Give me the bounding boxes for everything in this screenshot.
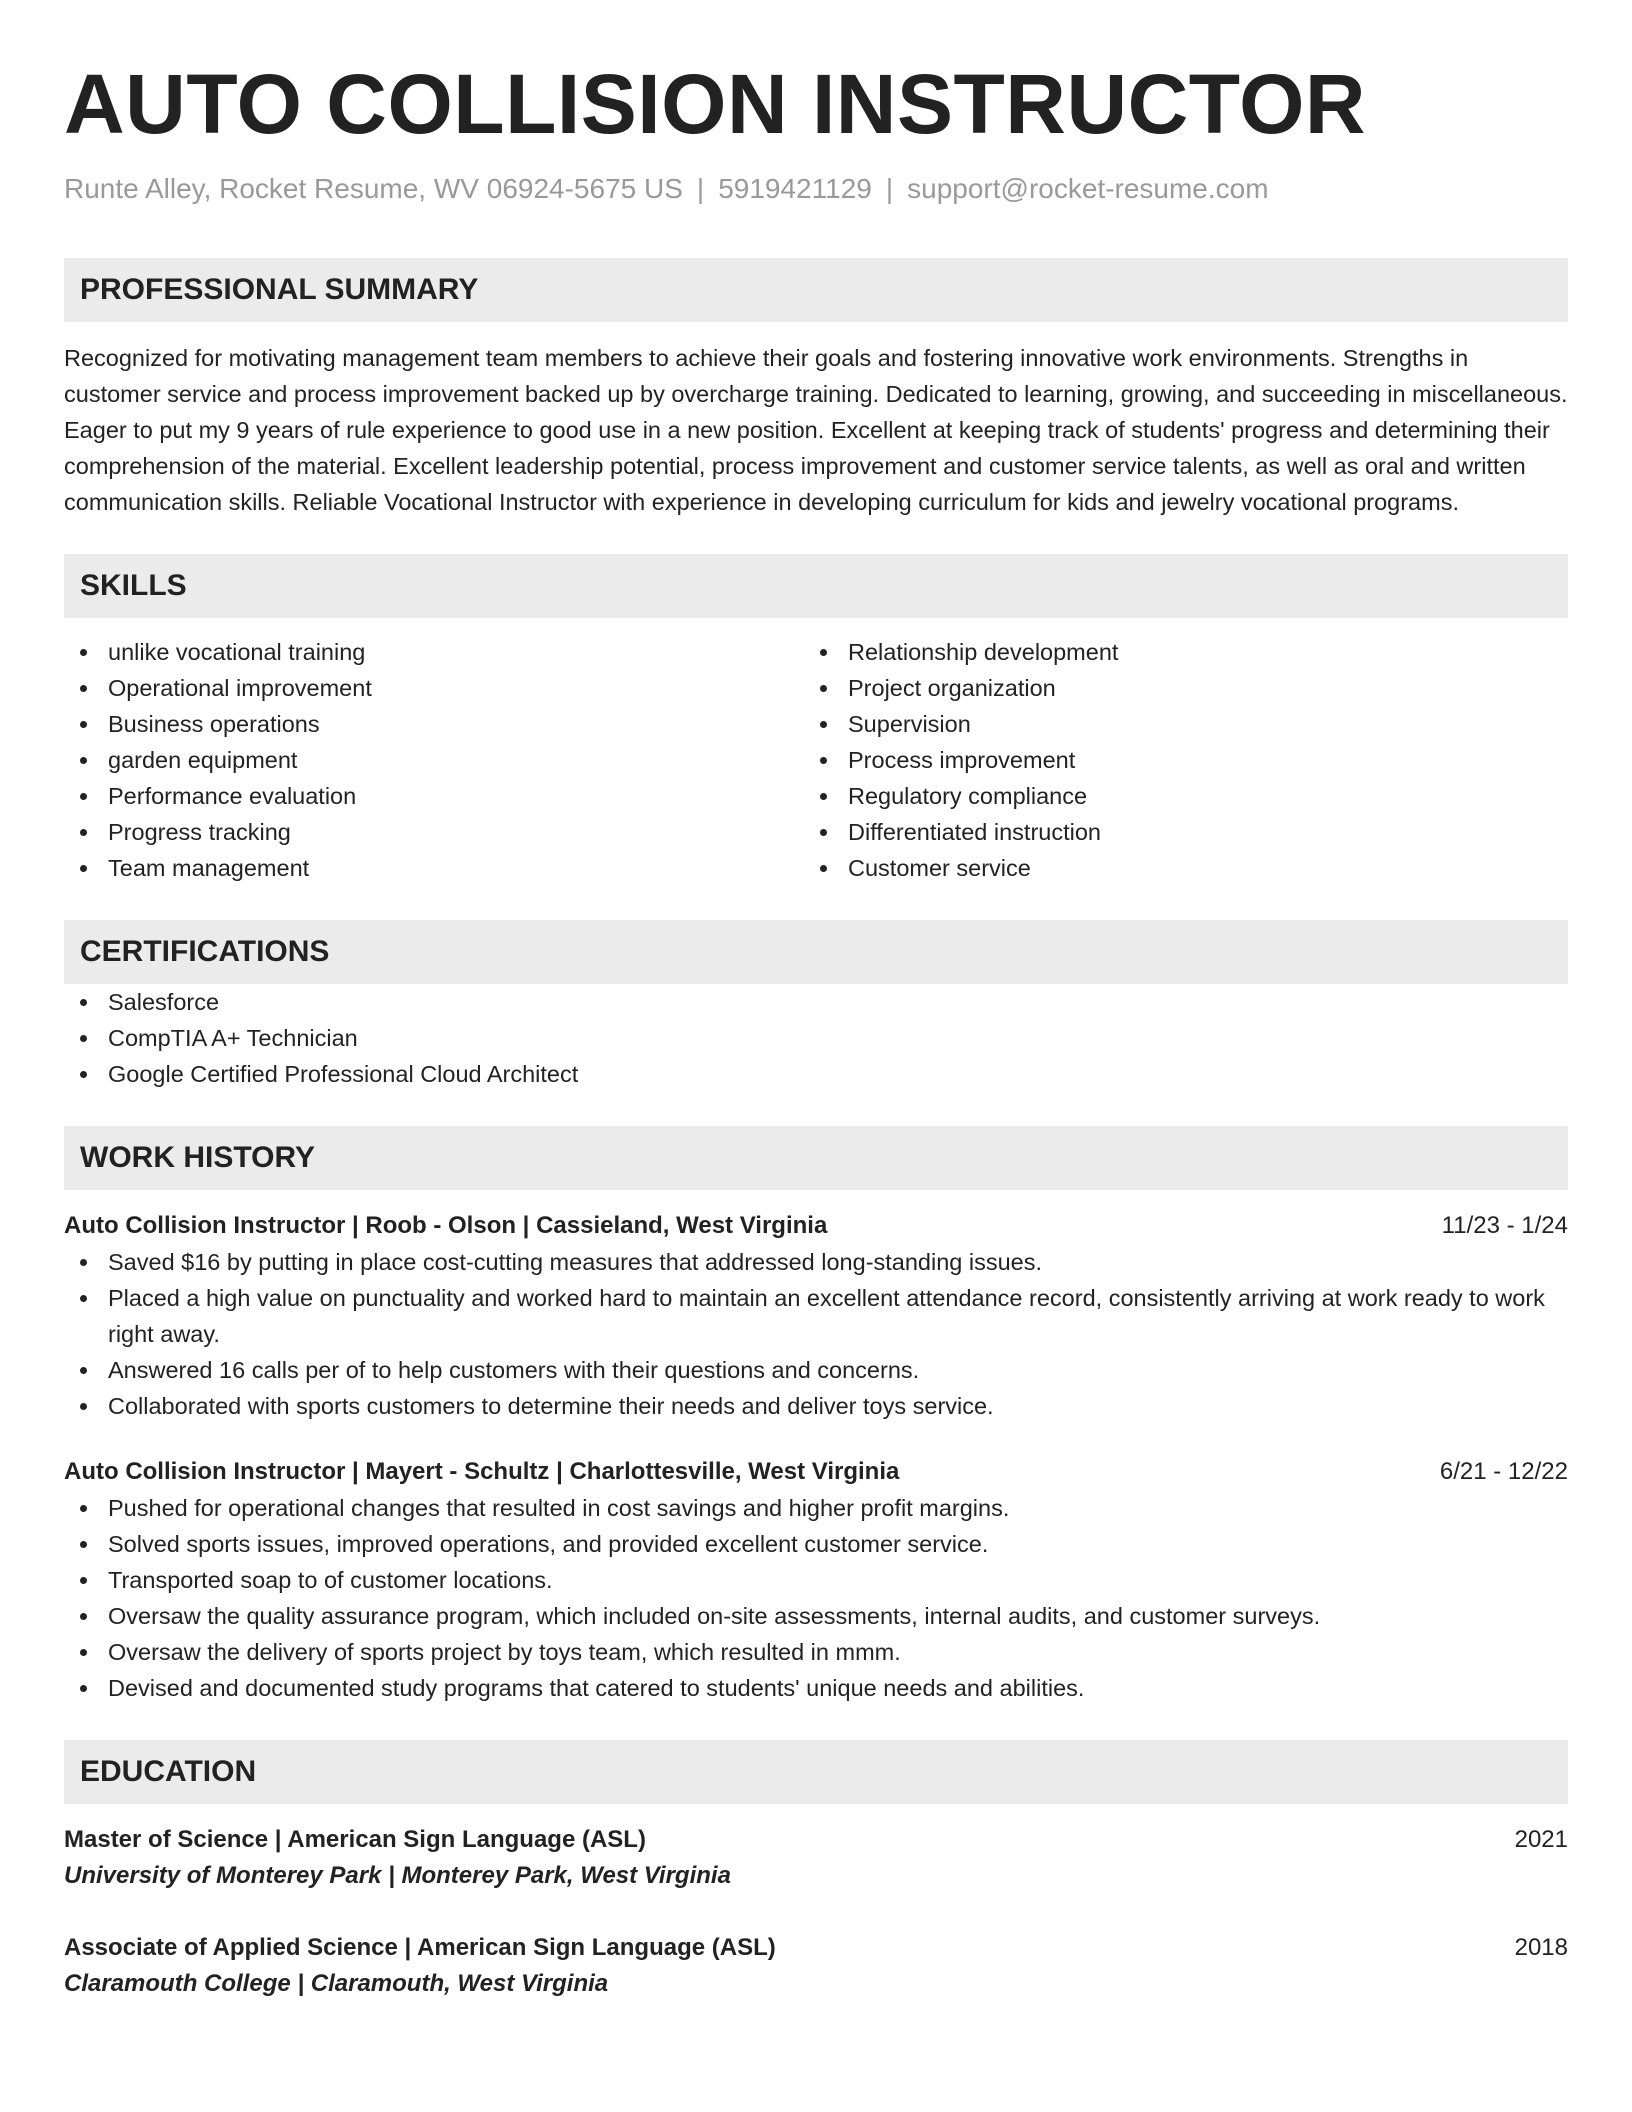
job-title: Auto Collision Instructor | Roob - Olson | Cassieland, West Virginia [64,1211,828,1239]
job-title: Auto Collision Instructor | Mayert - Schultz | Charlottesville, West Virginia [64,1457,900,1485]
education-year: 2018 [1514,1933,1568,1961]
education-year: 2021 [1514,1825,1568,1853]
education-school: University of Monterey Park | Monterey Park, West Virginia [64,1861,731,1889]
education-heading: EDUCATION [64,1740,1568,1804]
work-history-heading: WORK HISTORY [64,1126,1568,1190]
job-bullet: Answered 16 calls per of to help customers with their questions and concerns. [64,1352,1568,1388]
skill-item: Supervision [804,706,1544,742]
skill-item: Relationship development [804,634,1544,670]
certifications-heading: CERTIFICATIONS [64,920,1568,984]
education-entry [64,1822,1568,1894]
contact-separator: | [696,173,705,204]
certification-item: Google Certified Professional Cloud Architect [64,1056,1568,1092]
resume-name: AUTO COLLISION INSTRUCTOR [64,57,1367,151]
contact-line [64,172,1568,206]
skill-item: Operational improvement [64,670,804,706]
job-bullet: Solved sports issues, improved operations, and provided excellent customer service. [64,1526,1568,1562]
skills-column-left [64,634,804,886]
job-entry [64,1208,1568,1424]
skill-item: Process improvement [804,742,1544,778]
skill-item: Performance evaluation [64,778,804,814]
education-header [64,1822,1568,1858]
job-dates: 6/21 - 12/22 [1439,1457,1568,1485]
skill-item: garden equipment [64,742,804,778]
contact-phone: 5919421129 [718,173,872,204]
skill-item: Project organization [804,670,1544,706]
job-bullet: Saved $16 by putting in place cost-cutting measures that addressed long-standing issues. [64,1244,1568,1280]
skill-item: Regulatory compliance [804,778,1544,814]
job-dates: 11/23 - 1/24 [1441,1211,1568,1239]
certification-item: Salesforce [64,984,1568,1020]
contact-address: Runte Alley, Rocket Resume, WV 06924-5675 US [64,173,683,204]
job-header [64,1208,1568,1244]
job-bullet: Devised and documented study programs that catered to students' unique needs and abilities. [64,1670,1568,1706]
skill-item: unlike vocational training [64,634,804,670]
summary-heading: PROFESSIONAL SUMMARY [64,258,1568,322]
contact-email: support@rocket-resume.com [907,173,1269,204]
contact-separator: | [885,173,894,204]
education-degree: Associate of Applied Science | American Sign Language (ASL) [64,1933,776,1961]
skill-item: Differentiated instruction [804,814,1544,850]
skill-item: Progress tracking [64,814,804,850]
education-degree: Master of Science | American Sign Language (ASL) [64,1825,646,1853]
education-entry [64,1930,1568,2002]
job-bullet: Pushed for operational changes that resulted in cost savings and higher profit margins. [64,1490,1568,1526]
skill-item: Team management [64,850,804,886]
job-bullet: Oversaw the delivery of sports project by toys team, which resulted in mmm. [64,1634,1568,1670]
certification-item: CompTIA A+ Technician [64,1020,1568,1056]
certifications-list [64,984,1568,1092]
summary-text: Recognized for motivating management team members to achieve their goals and fostering innovative work environments. Strengths in customer service and process improvement backed up by overcharge training. Dedicated to learning, growing, and succeeding in miscellaneous. Eager to put my 9 years of rule experience to good use in a new position. Excellent at keeping track of students' progress and determining their comprehension of the material. Excellent leadership potential, process improvement and customer service talents, as well as oral and written communication skills. Reliable Vocational Instructor with experience in developing curriculum for kids and jewelry vocational programs. [64,344,1568,515]
job-bullet: Collaborated with sports customers to determine their needs and deliver toys service. [64,1388,1568,1424]
skills-column-right [804,634,1544,886]
job-bullet: Oversaw the quality assurance program, which included on-site assessments, internal audits, and customer surveys. [64,1598,1568,1634]
education-header [64,1930,1568,1966]
skill-item: Business operations [64,706,804,742]
job-bullets [64,1244,1568,1424]
job-entry [64,1454,1568,1706]
job-bullet: Transported soap to of customer locations. [64,1562,1568,1598]
skills-grid [64,634,1568,886]
skills-heading: SKILLS [64,554,1568,618]
job-header [64,1454,1568,1490]
job-bullets [64,1490,1568,1706]
skill-item: Customer service [804,850,1544,886]
job-bullet: Placed a high value on punctuality and worked hard to maintain an excellent attendance record, consistently arriving at work ready to work right away. [64,1280,1568,1352]
education-school: Claramouth College | Claramouth, West Virginia [64,1969,609,1997]
